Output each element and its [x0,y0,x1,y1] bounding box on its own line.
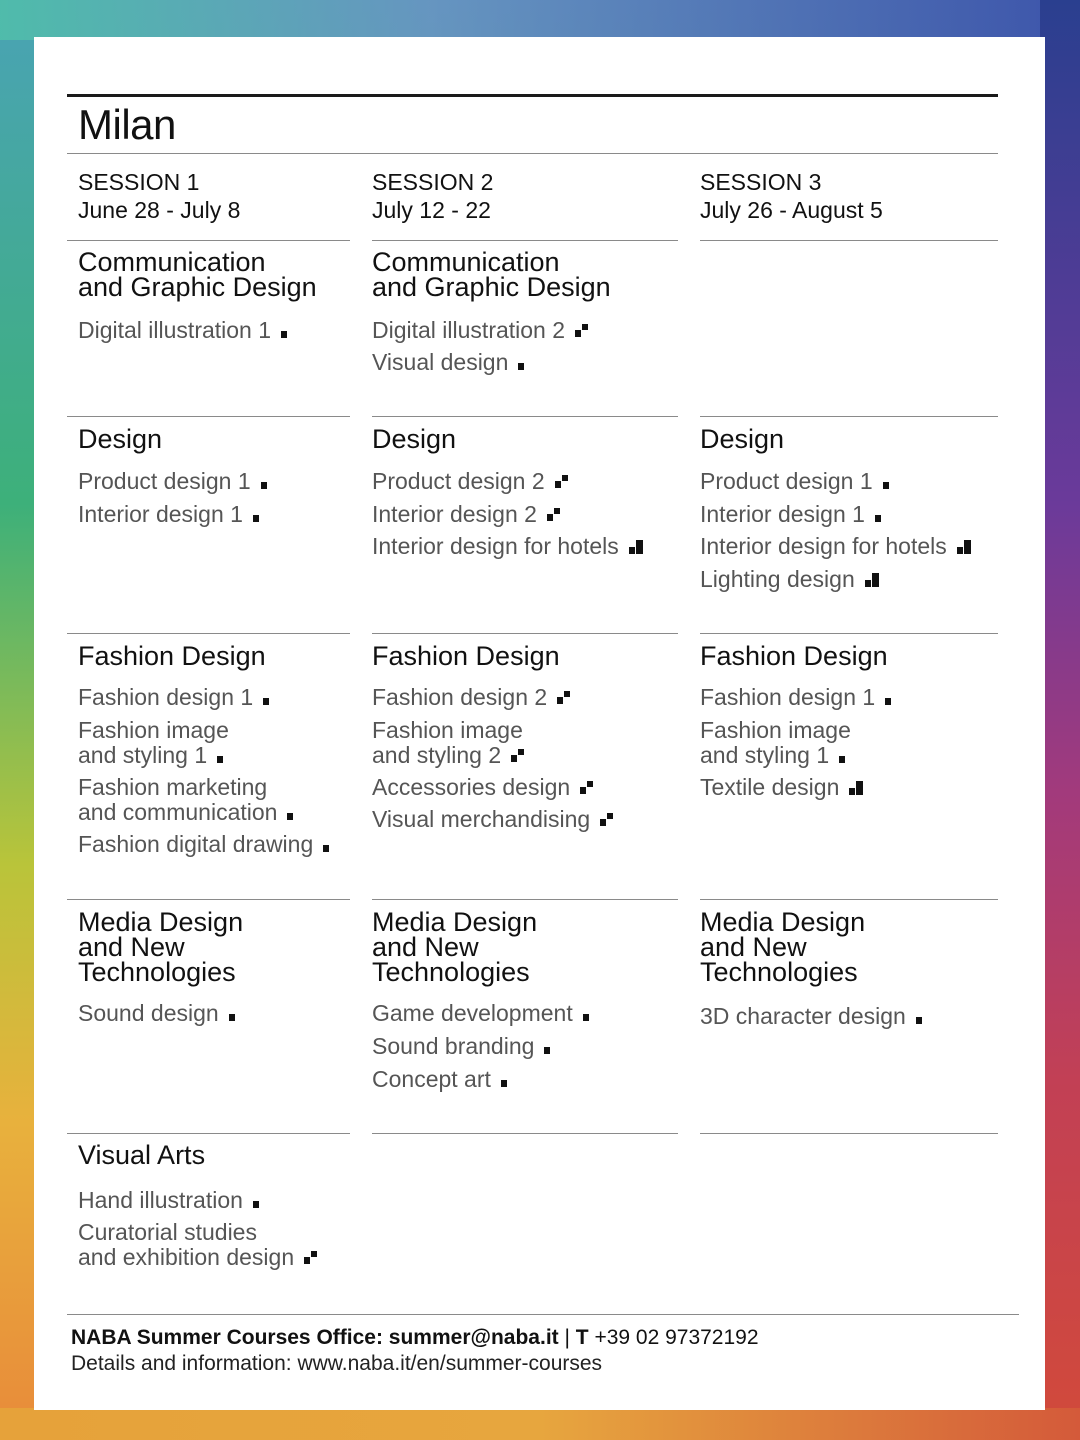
course-label: Visual merchandising [372,806,591,832]
course-item [372,685,575,710]
split-square-marker [511,749,529,763]
s1-design-heading: Design [78,424,163,454]
split-square-marker [557,691,575,705]
course-item [78,1188,259,1213]
heading-line: Technologies [372,957,530,987]
course-item [700,775,867,800]
course-label: Fashion design 2 [372,684,548,710]
row-rule [700,633,998,634]
course-label: Visual design [372,349,509,375]
row-rule [372,633,678,634]
course-label: Game development [372,1000,573,1026]
full-square-marker [217,743,223,768]
session-2-header [372,168,493,224]
heading-line: Media Design [700,907,866,937]
session-3-label: SESSION 3 [700,169,822,195]
heading-line: and New [78,932,185,962]
phone-number: +39 02 97372192 [588,1326,759,1349]
s2-comm-heading [372,247,611,302]
course-label: Accessories design [372,774,571,800]
course-item [78,832,329,857]
s3-design-heading: Design [700,424,785,454]
course-item [700,1004,922,1029]
heading-line: Media Design [372,907,538,937]
course-label: Sound branding [372,1033,535,1059]
course-item [372,1067,507,1092]
s1-media-heading [78,907,244,987]
course-item [372,469,573,494]
split-square-marker [580,781,598,795]
course-label: Interior design for hotels [700,533,947,559]
course-label: Lighting design [700,566,855,592]
top-rule [67,94,998,97]
course-label: Interior design 1 [700,501,865,527]
course-label: Fashion digital drawing [78,831,314,857]
full-square-marker [261,469,267,494]
session-2-label: SESSION 2 [372,169,494,195]
full-square-marker [229,1001,235,1026]
course-label: and styling 1 [78,742,208,768]
course-label: Product design 1 [700,468,873,494]
row-rule [67,240,350,241]
s2-media-heading [372,907,538,987]
full-square-marker [263,685,269,710]
course-label: Interior design for hotels [372,533,619,559]
gradient-frame-right [1040,0,1080,1440]
gradient-frame-bottom [0,1408,1080,1440]
course-label: Interior design 1 [78,501,243,527]
session-3-dates: July 26 - August 5 [700,197,883,223]
s2-design-heading: Design [372,424,457,454]
course-item [700,718,851,768]
course-label: and styling 2 [372,742,502,768]
course-item [78,1001,235,1026]
course-item [372,502,565,527]
course-item [372,350,524,375]
course-item [78,502,259,527]
course-label: Fashion image [78,717,229,743]
heading-line: Communication [78,247,266,277]
course-label: and exhibition design [78,1244,295,1270]
full-square-marker [885,685,891,710]
heading-line: Communication [372,247,560,277]
course-item [78,1220,322,1270]
full-square-marker [916,1004,922,1029]
row-rule [372,1133,678,1134]
footer-contact [71,1326,759,1350]
course-label: 3D character design [700,1003,906,1029]
full-square-marker [518,350,524,375]
course-item [78,718,229,768]
full-square-marker [544,1034,550,1059]
row-rule [67,1133,350,1134]
course-item [700,469,889,494]
row-rule [700,416,998,417]
course-item [700,685,891,710]
s1-comm-heading [78,247,317,302]
row-rule [372,240,678,241]
course-label: and styling 1 [700,742,830,768]
course-item [372,807,618,832]
s2-fashion-heading: Fashion Design [372,641,560,671]
course-label: Fashion image [700,717,851,743]
footer-details-link[interactable]: Details and information: www.naba.it/en/summer-courses [71,1352,603,1375]
heading-line: Technologies [700,957,858,987]
full-square-marker [253,1188,259,1213]
three-square-marker [957,540,975,554]
full-square-marker [883,469,889,494]
full-square-marker [839,743,845,768]
split-square-marker [555,475,573,489]
course-label: Fashion design 1 [700,684,876,710]
course-item [372,318,593,343]
heading-line: and New [372,932,479,962]
full-square-marker [583,1001,589,1026]
course-item [78,469,267,494]
s3-fashion-heading: Fashion Design [700,641,888,671]
full-square-marker [281,318,287,343]
row-rule [67,899,350,900]
row-rule [700,1133,998,1134]
heading-line: and New [700,932,807,962]
course-label: Curatorial studies [78,1219,257,1245]
course-item [78,685,269,710]
full-square-marker [253,502,259,527]
course-label: and communication [78,799,278,825]
course-item [372,775,598,800]
course-label: Product design 1 [78,468,251,494]
s1-visual-heading: Visual Arts [78,1140,206,1170]
s1-fashion-heading: Fashion Design [78,641,266,671]
city-rule [67,153,998,154]
course-item [78,318,287,343]
course-label: Digital illustration 2 [372,317,566,343]
course-item [700,534,975,559]
phone-label: T [575,1326,589,1349]
course-item [372,1034,550,1059]
footer-rule [67,1314,1019,1315]
split-square-marker [600,813,618,827]
row-rule [67,416,350,417]
city-title: Milan [78,101,176,148]
office-email-link[interactable]: NABA Summer Courses Office: summer@naba.it [71,1326,559,1349]
course-label: Sound design [78,1000,219,1026]
s3-media-heading [700,907,866,987]
session-2-dates: July 12 - 22 [372,197,491,223]
course-item [372,534,647,559]
heading-line: and Graphic Design [372,272,611,302]
split-square-marker [575,324,593,338]
heading-line: Technologies [78,957,236,987]
course-item [700,502,881,527]
course-label: Fashion design 1 [78,684,254,710]
heading-line: and Graphic Design [78,272,317,302]
row-rule [372,416,678,417]
footer-separator: | [558,1326,576,1349]
row-rule [700,899,998,900]
session-3-header [700,168,883,224]
row-rule [67,633,350,634]
split-square-marker [547,508,565,522]
course-label: Concept art [372,1066,491,1092]
full-square-marker [501,1067,507,1092]
session-1-dates: June 28 - July 8 [78,197,241,223]
course-item [700,567,883,592]
full-square-marker [875,502,881,527]
course-item [372,1001,589,1026]
three-square-marker [849,781,867,795]
heading-line: Media Design [78,907,244,937]
three-square-marker [865,573,883,587]
session-1-header [78,168,240,224]
course-label: Hand illustration [78,1187,243,1213]
course-label: Interior design 2 [372,501,537,527]
course-item [78,775,293,825]
row-rule [700,240,998,241]
course-label: Product design 2 [372,468,545,494]
course-item [372,718,529,768]
schedule-sheet [34,37,1045,1410]
course-label: Fashion image [372,717,523,743]
row-rule [372,899,678,900]
session-1-label: SESSION 1 [78,169,200,195]
course-label: Fashion marketing [78,774,268,800]
course-label: Digital illustration 1 [78,317,272,343]
course-label: Textile design [700,774,840,800]
full-square-marker [287,800,293,825]
three-square-marker [629,540,647,554]
full-square-marker [323,832,329,857]
split-square-marker [304,1251,322,1265]
